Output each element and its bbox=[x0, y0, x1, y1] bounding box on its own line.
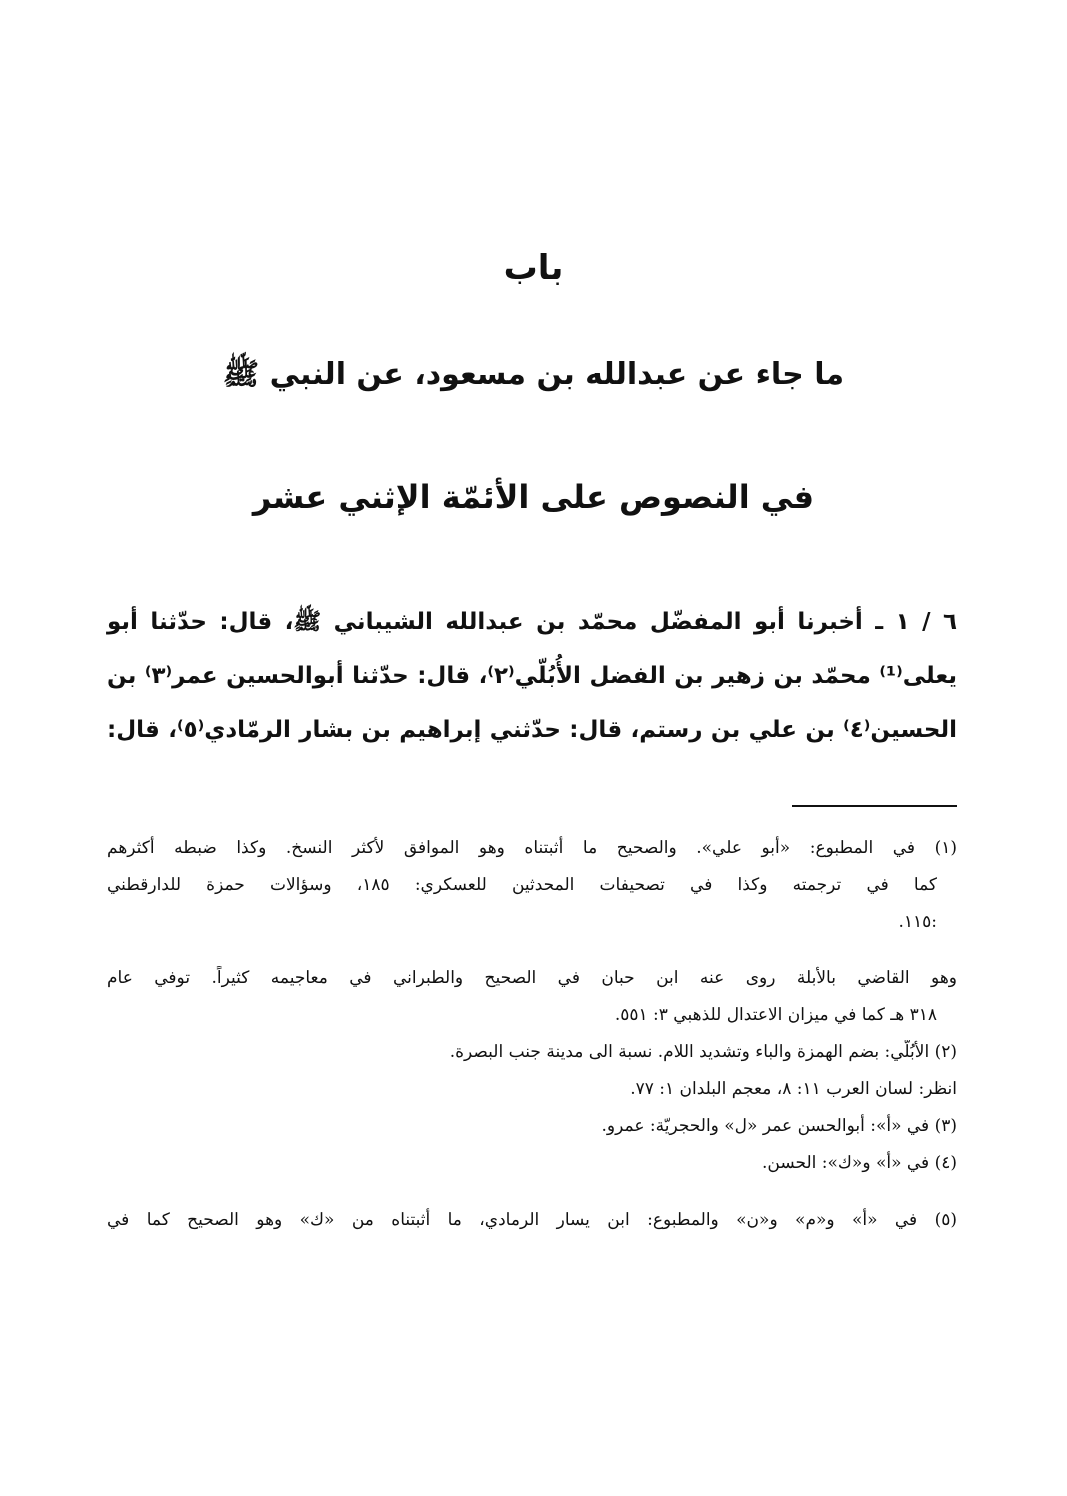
footnote-2-line-1: (٢) الأُبُلّي: بضم الهمزة والباء وتشديد اللام. نسبة الى مدينة جنب البصرة. bbox=[449, 1042, 957, 1062]
footnote-1-line-2: كما في ترجمته وكذا في تصحيفات المحدثين للعسكري: ١٨٥، وسؤالات حمزة للدارقطني bbox=[107, 875, 937, 895]
body-line-1: ٦ / ١ ـ أخبرنا أبو المفضّل محمّد بن عبدالله الشيباني ﷺ، قال: حدّثنا أبو bbox=[107, 609, 957, 635]
footnote-3: (٣) في «أ»: أبوالحسن عمر «ل» والحجريّة: عمرو. bbox=[601, 1116, 957, 1136]
footnote-1-line-3: :١١٥. bbox=[898, 912, 937, 932]
chapter-heading: باب bbox=[503, 248, 564, 288]
body-line-2: يعلى⁽¹⁾ محمّد بن زهير بن الفضل الأُبُلّي⁽٢⁾، قال: حدّثنا أبوالحسين عمر⁽٣⁾ بن bbox=[107, 663, 958, 689]
footnote-5: (٥) في «أ» و«م» و«ن» والمطبوع: ابن يسار الرمادي، ما أثبتناه من «ك» وهو الصحيح كما في bbox=[107, 1210, 957, 1230]
chapter-title: ما جاء عن عبدالله بن مسعود، عن النبي ﷺ bbox=[222, 357, 845, 392]
body-line-3: الحسين⁽٤⁾ بن علي بن رستم، قال: حدّثني إبراهيم بن بشار الرمّادي⁽٥⁾، قال: bbox=[107, 717, 957, 743]
footnote-4: (٤) في «أ» و«ك»: الحسن. bbox=[762, 1153, 957, 1173]
footnote-1b-line-1: وهو القاضي بالأبلة روى عنه ابن حبان في الصحيح والطبراني في معاجيمه كثيراً. توفي عام bbox=[107, 968, 957, 988]
footnote-1b-line-2: ٣١٨ هـ كما في ميزان الاعتدال للذهبي ٣: ٥٥١. bbox=[614, 1005, 937, 1025]
footnote-separator bbox=[792, 805, 957, 807]
chapter-subtitle: في النصوص على الأئمّة الإثني عشر bbox=[252, 478, 815, 516]
footnote-1-line-1: (١) في المطبوع: «أبو علي». والصحيح ما أثبتناه وهو الموافق لأكثر النسخ. وكذا ضبطه أكثرهم bbox=[107, 838, 957, 858]
footnote-2-line-2: انظر: لسان العرب ١١: ٨، معجم البلدان ١: ٧٧. bbox=[630, 1079, 957, 1099]
